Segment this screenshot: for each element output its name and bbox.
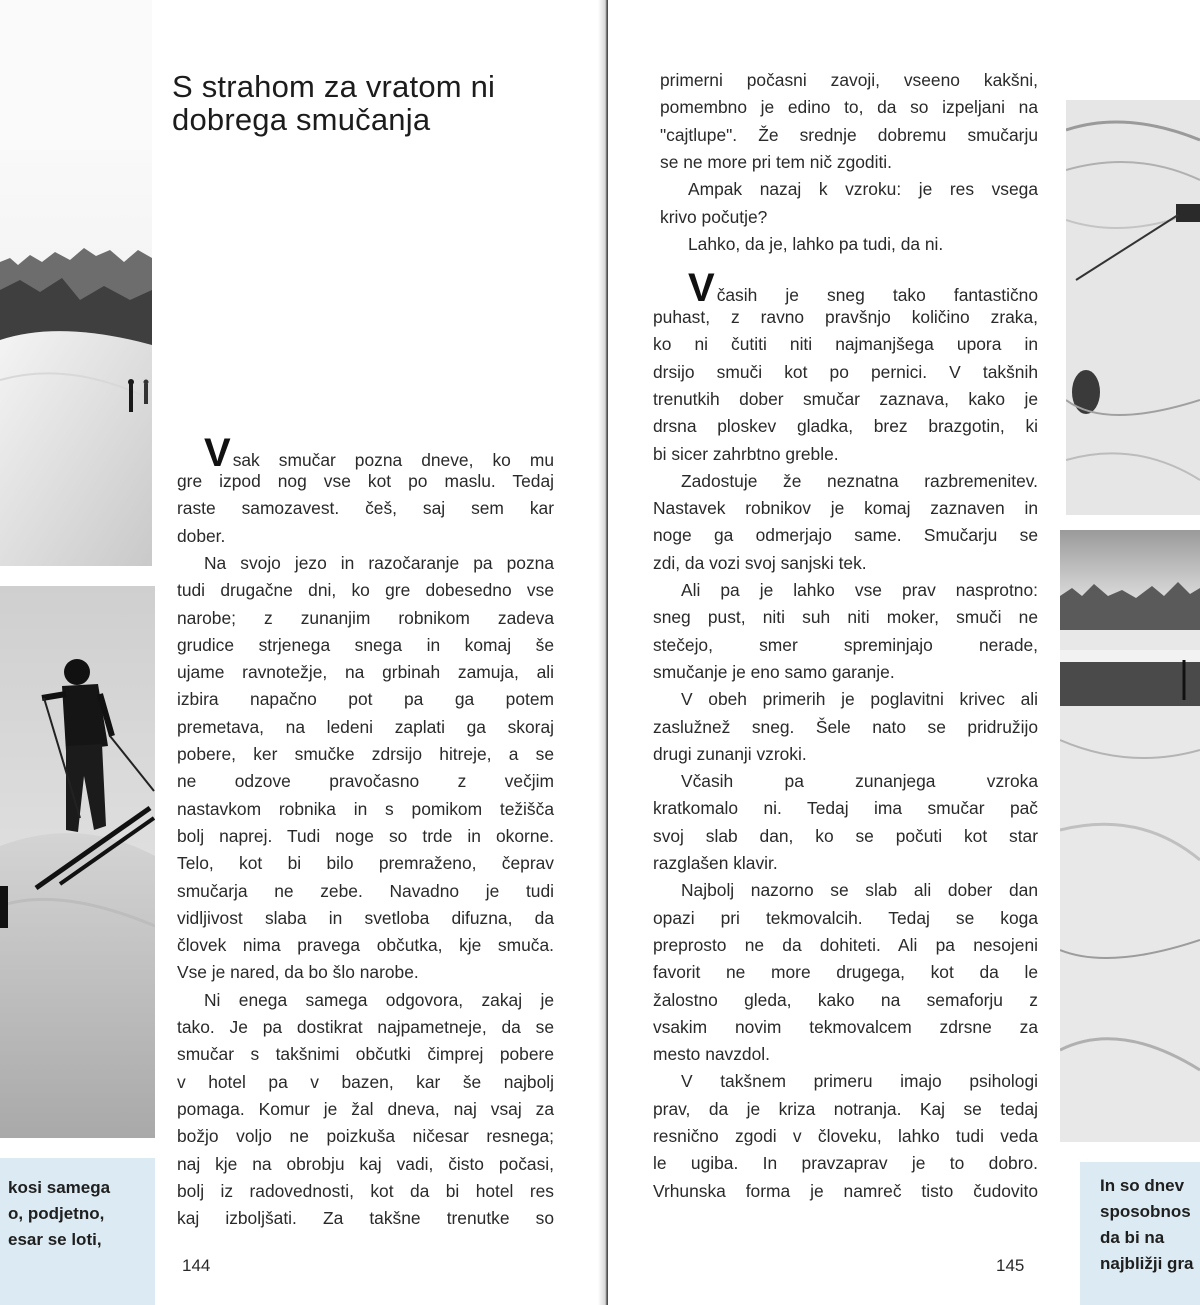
text-line: le ugiba. In pravzaprav je to dobro. bbox=[653, 1153, 1038, 1174]
text-line: "cajtlupe". Že srednje dobremu smučarju bbox=[660, 124, 1038, 145]
text-line: se ne more pri tem nič zgoditi. bbox=[660, 151, 892, 172]
text-line: stečejo, smer spreminjajo nerade, bbox=[653, 634, 1038, 655]
text-line: dober. bbox=[177, 525, 226, 546]
text-line: vsakim novim tekmovalcem zdrsne za bbox=[653, 1016, 1038, 1037]
text-fragment: časih je sneg tako fantastično bbox=[716, 285, 1038, 305]
text-fragment: sak smučar pozna dneve, ko mu bbox=[232, 450, 554, 470]
mountain-photo bbox=[0, 0, 152, 566]
text-line: ko ni čutiti niti najmanjšega upora in bbox=[653, 334, 1038, 355]
caption-line: o, podjetno, bbox=[8, 1204, 105, 1223]
text-line: pomembno je edino to, da so izpeljani na bbox=[660, 97, 1038, 118]
text-line: Vse je nared, da bo šlo narobe. bbox=[177, 962, 419, 983]
text-line: zaslužnež sneg. Šele nato se pridružijo bbox=[653, 716, 1038, 737]
text-line: drsna ploskev gladka, brez brazgotin, ki bbox=[653, 416, 1038, 437]
text-line: favorit ne more drugega, kot da le bbox=[653, 962, 1038, 983]
text-line: narobe; z zunanjim robnikom zadeva bbox=[177, 607, 554, 628]
text-line: bolj naprej. Tudi noge so trde in okorne. bbox=[177, 825, 554, 846]
text-line: prav, da je kriza notranja. Kaj se tedaj bbox=[653, 1098, 1038, 1119]
text-line: ujame ravnotežje, na grbinah zamuja, ali bbox=[177, 662, 554, 683]
text-line: nastavkom robnika in s pomikom težišča bbox=[177, 798, 554, 819]
text-line: razglašen klavir. bbox=[653, 853, 778, 873]
text-line: smučanje je eno samo garanje. bbox=[653, 661, 895, 682]
text-line: Ni enega samega odgovora, zakaj je bbox=[204, 989, 554, 1010]
glacier-photo bbox=[1066, 100, 1200, 515]
text-line: Lahko, da je, lahko pa tudi, da ni. bbox=[688, 233, 944, 254]
text-line: gre izpod nog vse kot po maslu. Tedaj bbox=[177, 471, 554, 491]
page-number: 144 bbox=[182, 1256, 211, 1275]
text-line: resnično zgodi v človeku, lahko tudi veda bbox=[653, 1126, 1038, 1146]
ski-slope-photo bbox=[1060, 530, 1200, 1142]
text-line: grudice strjenega snega in komaj še bbox=[177, 634, 554, 655]
photo-caption bbox=[1080, 1162, 1200, 1305]
text-line: pomaga. Komur je žal dneva, naj vsaj za bbox=[177, 1098, 554, 1119]
text-line: V takšnem primeru imajo psihologi bbox=[681, 1071, 1038, 1092]
text-line: drsijo smuči kot po pernici. V takšnih bbox=[653, 361, 1038, 382]
text-line: tudi drugačne dni, ko gre dobesedno vse bbox=[177, 580, 554, 601]
text-line: opazi pri tekmovalcih. Tedaj se koga bbox=[653, 907, 1038, 928]
text-line: krivo počutje? bbox=[660, 206, 768, 227]
text-line: v hotel pa v bazen, kar še najbolj bbox=[177, 1071, 554, 1092]
drop-cap: V bbox=[688, 266, 715, 310]
text-line: Ampak nazaj k vzroku: je res vsega bbox=[688, 179, 1038, 200]
text-line: sneg pust, niti suh niti moker, smuči ne bbox=[653, 607, 1038, 628]
text-line: kratkomalo ni. Tedaj ima smučar pač bbox=[653, 798, 1038, 819]
skier-photo bbox=[0, 586, 155, 1138]
text-line: Na svojo jezo in razočaranje pa pozna bbox=[204, 552, 554, 573]
text-line: Telo, kot bi bilo premraženo, čeprav bbox=[177, 853, 554, 874]
text-line: mesto navzdol. bbox=[653, 1044, 770, 1065]
page-number: 145 bbox=[996, 1256, 1025, 1275]
text-line: žalostno gleda, kako na semaforju z bbox=[653, 989, 1038, 1010]
text-line: Včasih pa zunanjega vzroka bbox=[681, 771, 1038, 792]
text-line: premetava, na ledeni zaplati ga skoraj bbox=[177, 716, 554, 737]
text-line: smučarja ne zebe. Navadno je tudi bbox=[177, 880, 554, 901]
text-line: primerni počasni zavoji, vseeno kakšni, bbox=[660, 70, 1038, 90]
caption-line: sposobnos bbox=[1100, 1202, 1191, 1221]
caption-line: In so dnev bbox=[1100, 1176, 1185, 1195]
text-line: izbira napačno pot pa ga potem bbox=[177, 689, 554, 710]
text-line: puhast, z ravno pravšnjo količino zraka, bbox=[653, 307, 1038, 327]
photo-caption bbox=[0, 1158, 155, 1305]
text-line: raste samozavest. češ, saj sem kar bbox=[177, 498, 554, 519]
text-line: Nastavek robnikov je komaj zaznaven in bbox=[653, 498, 1038, 519]
caption-line: najbližji gra bbox=[1100, 1254, 1194, 1273]
chapter-title-line: S strahom za vratom ni bbox=[172, 69, 496, 104]
text-line: Ali pa je lahko vse prav nasprotno: bbox=[681, 580, 1038, 600]
text-line: noge ga odmerjajo same. Smučarju se bbox=[653, 525, 1038, 546]
text-line: ne odzove pravočasno z večjim bbox=[177, 771, 554, 792]
text-line-dropcap bbox=[688, 266, 1038, 310]
text-line: zdi, da vozi svoj sanjski tek. bbox=[653, 552, 867, 573]
text-line: božjo voljo ne poizkuša ničesar resnega; bbox=[177, 1126, 554, 1147]
text-line: vidljivost slaba in svetloba difuzna, da bbox=[177, 907, 554, 928]
text-line: smučar s takšnimi občutki čimprej pobere bbox=[177, 1044, 554, 1065]
text-line: človek nima pravega občutka, kje smuča. bbox=[177, 935, 554, 956]
caption-line: da bi na bbox=[1100, 1228, 1165, 1247]
right-page bbox=[608, 0, 1200, 1305]
text-line: tako. Je pa dostikrat najpametneje, da se bbox=[177, 1017, 554, 1037]
text-line: drugi zunanji vzroki. bbox=[653, 743, 807, 764]
text-line: naj kje na obrobju kaj vadi, čisto počasi, bbox=[177, 1153, 554, 1174]
text-line: preprosto ne da dohiteti. Ali pa nesojeni bbox=[653, 934, 1038, 955]
text-line: bolj iz radovednosti, kot da bi hotel res bbox=[177, 1180, 554, 1201]
text-line: Zadostuje že neznatna razbremenitev. bbox=[681, 470, 1038, 491]
text-line: Najbolj nazorno se slab ali dober dan bbox=[681, 880, 1038, 901]
chapter-title bbox=[172, 70, 495, 136]
text-line: svoj slab dan, ko se počuti kot star bbox=[653, 825, 1038, 846]
text-line: trenutkih dober smučar zaznava, kako je bbox=[653, 388, 1038, 409]
caption-line: kosi samega bbox=[8, 1178, 111, 1197]
text-line: kaj izboljšati. Za takšne trenutke so bbox=[177, 1208, 554, 1229]
drop-cap: V bbox=[204, 431, 231, 475]
chapter-title-line: dobrega smučanja bbox=[172, 102, 431, 137]
text-line: pobere, ker smučke zdrsijo hitreje, a se bbox=[177, 744, 554, 764]
text-line: V obeh primerih je poglavitni krivec ali bbox=[681, 689, 1038, 710]
text-line: Vrhunska forma je namreč tisto čudovito bbox=[653, 1180, 1038, 1201]
text-line: bi sicer zahrbtno greble. bbox=[653, 443, 839, 464]
caption-line: esar se loti, bbox=[8, 1230, 102, 1249]
text-line-dropcap bbox=[204, 431, 554, 475]
